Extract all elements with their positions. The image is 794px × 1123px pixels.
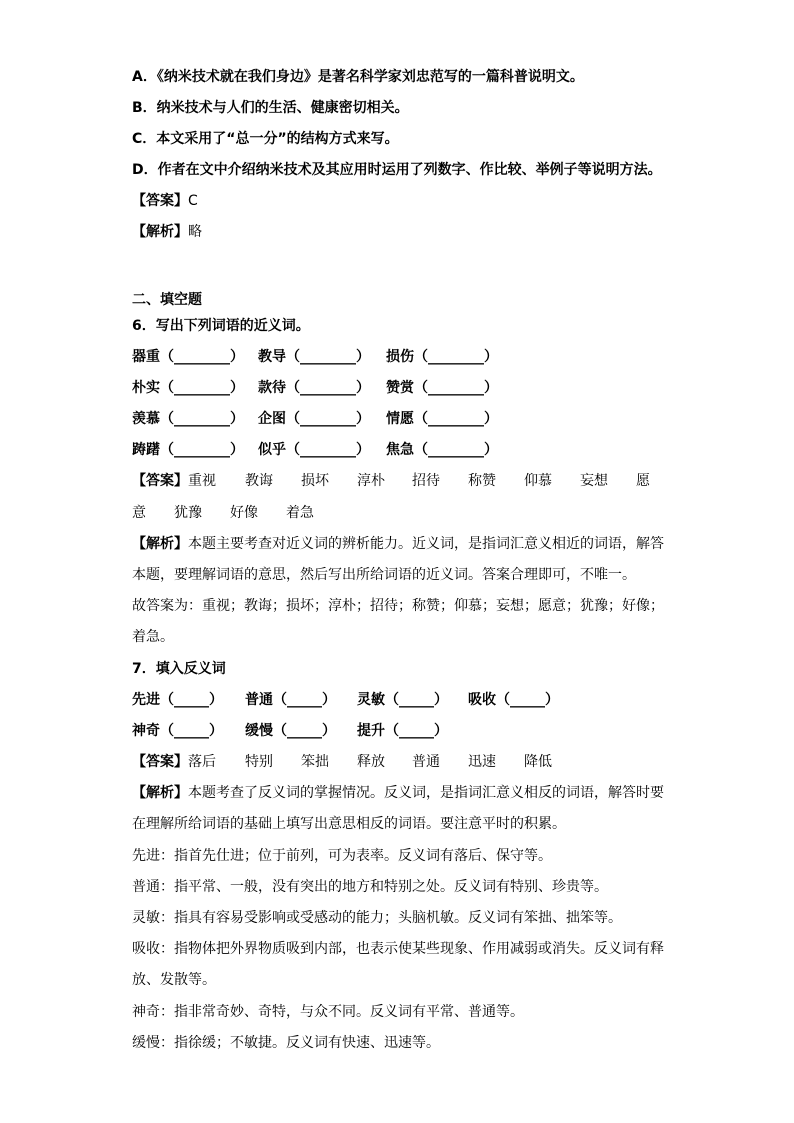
q7-item: 提升（_____） <box>357 723 448 739</box>
q6-question: 6．写出下列词语的近义词。 <box>132 318 310 334</box>
explanation-line: 神奇：指非常奇妙、奇特，与众不同。反义词有平常、普通等。 <box>132 1004 524 1020</box>
q6-item: 踌躇（________） <box>132 442 244 458</box>
q6-item: 器重（________） <box>132 349 244 365</box>
answer-tag: 【答案】 <box>132 473 188 489</box>
q7-analysis-cont: 在理解所给词语的基础上填写出意思相反的词语。要注意平时的积累。 <box>132 816 566 832</box>
analysis-text: 略 <box>188 224 202 240</box>
option-a: A．《纳米技术就在我们身边》是著名科学家刘忠范写的一篇科普说明文。 <box>132 69 584 85</box>
q7-analysis <box>132 783 664 803</box>
q6-item: 朴实（________） <box>132 380 244 396</box>
q6-item: 赞赏（________） <box>386 380 498 396</box>
answer-word: 淳朴 <box>357 473 385 489</box>
answer-word: 普通 <box>412 754 440 770</box>
analysis-tag: 【解析】 <box>132 536 188 552</box>
explanation-line: 灵敏：指具有容易受影响或受感动的能力；头脑机敏。反义词有笨拙、拙笨等。 <box>132 910 622 926</box>
q7-item: 普通（_____） <box>245 692 336 708</box>
q6-item: 款待（________） <box>258 380 370 396</box>
explanation-line: 缓慢：指徐缓；不敏捷。反义词有快速、迅速等。 <box>132 1035 440 1051</box>
answer-tag: 【答案】 <box>132 754 188 770</box>
answer-text: C <box>188 193 198 209</box>
explanation-line: 放、发散等。 <box>132 972 216 988</box>
explanation-line: 吸收：指物体把外界物质吸到内部，也表示使某些现象、作用减弱或消失。反义词有释 <box>132 941 664 957</box>
answer-word: 好像 <box>230 505 258 521</box>
analysis-tag: 【解析】 <box>132 224 188 240</box>
q6-item: 焦急（________） <box>386 442 498 458</box>
q7-item: 灵敏（_____） <box>357 692 448 708</box>
q6-item: 似乎（________） <box>258 442 370 458</box>
answer-word: 愿 <box>636 473 650 489</box>
q7-item: 吸收（_____） <box>468 692 559 708</box>
answer-word: 迅速 <box>468 754 496 770</box>
option-b: B．纳米技术与人们的生活、健康密切相关。 <box>132 100 409 116</box>
answer-word: 犹豫 <box>174 505 202 521</box>
q7-item: 先进（_____） <box>132 692 223 708</box>
answer-word: 意 <box>132 505 146 521</box>
q6-analysis <box>132 534 664 554</box>
q6-analysis-cont: 本题，要理解词语的意思，然后写出所给词语的近义词。答案合理即可，不唯一。 <box>132 567 636 583</box>
q6-item: 损伤（________） <box>386 349 498 365</box>
answer-word: 称赞 <box>468 473 496 489</box>
answer-word: 特别 <box>245 754 273 770</box>
answer-word: 妄想 <box>580 473 608 489</box>
answer-word: 仰慕 <box>524 473 552 489</box>
answer-word: 释放 <box>357 754 385 770</box>
q6-final-answer: 故答案为：重视；教诲；损坏；淳朴；招待；称赞；仰慕；妄想；愿意；犹豫；好像； <box>132 598 664 614</box>
q7-item: 缓慢（_____） <box>245 723 336 739</box>
option-c: C．本文采用了“总一分”的结构方式来写。 <box>132 131 399 147</box>
answer-word: 降低 <box>524 754 552 770</box>
section-title: 二、填空题 <box>132 292 202 308</box>
analysis-text: 本题考查了反义词的掌握情况。反义词，是指词汇意义相反的词语，解答时要 <box>188 785 664 801</box>
answer-word: 重视 <box>188 473 216 489</box>
answer-tag: 【答案】 <box>132 193 188 209</box>
analysis-tag: 【解析】 <box>132 785 188 801</box>
q6-item: 情愿（________） <box>386 411 498 427</box>
answer-word: 着急 <box>286 505 314 521</box>
q6-final-answer-cont: 着急。 <box>132 629 174 645</box>
answer-word: 招待 <box>412 473 440 489</box>
q6-item: 教导（________） <box>258 349 370 365</box>
q6-item: 羡慕（________） <box>132 411 244 427</box>
answer-word: 教诲 <box>245 473 273 489</box>
q7-question: 7．填入反义词 <box>132 661 226 677</box>
q5-analysis <box>132 222 202 242</box>
explanation-line: 普通：指平常、一般，没有突出的地方和特别之处。反义词有特别、珍贵等。 <box>132 879 608 895</box>
answer-word: 损坏 <box>301 473 329 489</box>
q5-answer <box>132 191 198 211</box>
explanation-line: 先进：指首先仕进；位于前列，可为表率。反义词有落后、保守等。 <box>132 848 552 864</box>
q7-item: 神奇（_____） <box>132 723 223 739</box>
analysis-text: 本题主要考查对近义词的辨析能力。近义词，是指词汇意义相近的词语，解答 <box>188 536 664 552</box>
answer-word: 笨拙 <box>301 754 329 770</box>
q6-item: 企图（________） <box>258 411 370 427</box>
answer-word: 落后 <box>188 754 216 770</box>
option-d: D．作者在文中介绍纳米技术及其应用时运用了列数字、作比较、举例子等说明方法。 <box>132 162 662 178</box>
